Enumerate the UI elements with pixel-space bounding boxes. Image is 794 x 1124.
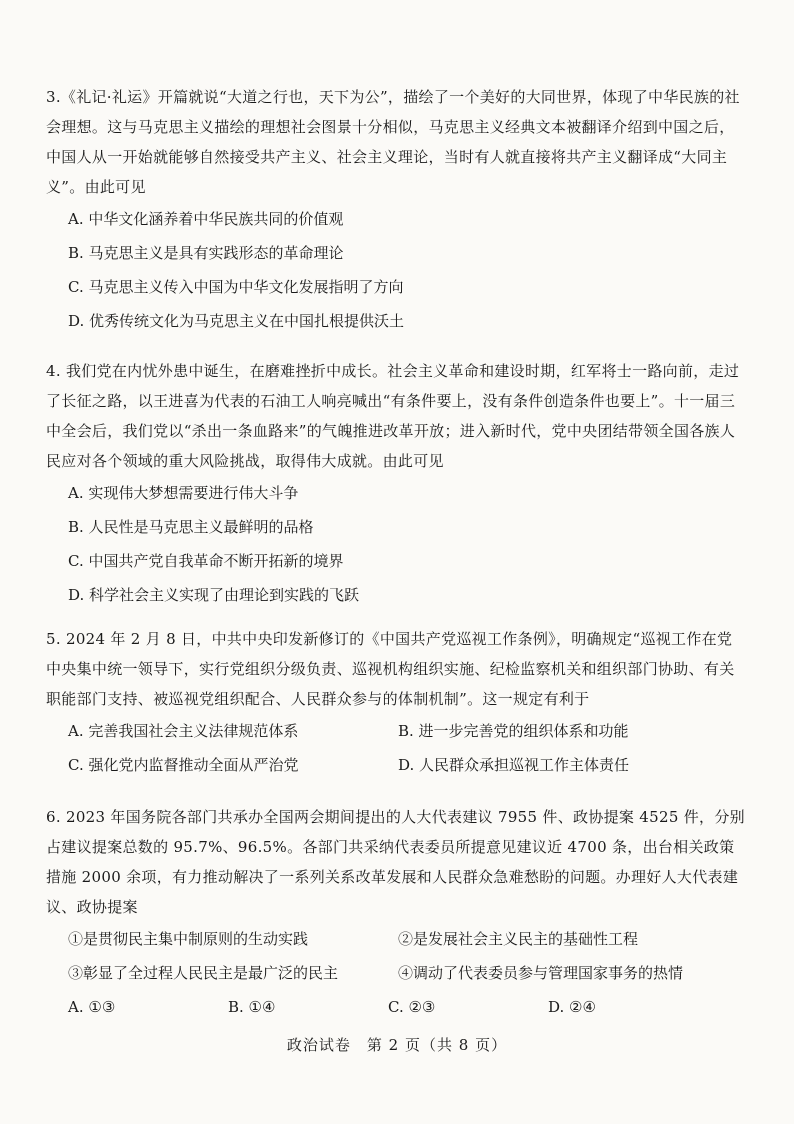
question-6-choice-c: C. ②③ — [388, 998, 436, 1016]
question-4-stem: 4. 我们党在内忧外患中诞生，在磨难挫折中成长。社会主义革命和建设时期，红军将士一路向前，走过了长征之路，以王进喜为代表的石油工人响亮喊出“有条件要上，没有条件创造条件也要上”。十一届三中全会后，我们党以“杀出一条血路来”的气魄推进改革开放；进入新时代，党中央团结带领全国各族人民应对各个领域的重大风险挑战，取得伟大成就。由此可见 — [46, 362, 740, 470]
question-5-option-d: D. 人民群众承担巡视工作主体责任 — [398, 756, 630, 774]
question-6-choice-b: B. ①④ — [228, 998, 276, 1016]
question-4-option-d: D. 科学社会主义实现了由理论到实践的飞跃 — [68, 586, 360, 604]
question-6-statement-2: ②是发展社会主义民主的基础性工程 — [398, 930, 639, 948]
question-5-option-a: A. 完善我国社会主义法律规范体系 — [68, 722, 299, 740]
question-5-stem: 5. 2024 年 2 月 8 日，中共中央印发新修订的《中国共产党巡视工作条例》，明确规定“巡视工作在党中央集中统一领导下，实行党组织分级负责、巡视机构组织实施、纪检监察机关和组织部门协助、有关职能部门支持、被巡视党组织配合、人民群众参与的体制机制”。这一规定有利于 — [46, 630, 735, 708]
question-5-options-row-2 — [68, 748, 746, 782]
question-4-option-a: A. 实现伟大梦想需要进行伟大斗争 — [68, 484, 299, 502]
question-4-option-b: B. 人民性是马克思主义最鲜明的品格 — [68, 518, 314, 536]
question-6-statement-3: ③彰显了全过程人民民主是最广泛的民主 — [68, 964, 339, 982]
question-3-option-d: D. 优秀传统文化为马克思主义在中国扎根提供沃土 — [68, 312, 405, 330]
question-3 — [46, 82, 746, 338]
question-3-option-b: B. 马克思主义是具有实践形态的革命理论 — [68, 244, 344, 262]
question-3-option-a: A. 中华文化涵养着中华民族共同的价值观 — [68, 210, 344, 228]
question-6-statement-4: ④调动了代表委员参与管理国家事务的热情 — [398, 964, 684, 982]
question-6-choice-a: A. ①③ — [68, 998, 116, 1016]
question-4 — [46, 356, 746, 612]
question-6 — [46, 802, 746, 1024]
question-6-statements-row-1 — [68, 922, 746, 956]
question-5 — [46, 624, 746, 782]
question-3-stem: 3.《礼记·礼运》开篇就说“大道之行也，天下为公”，描绘了一个美好的大同世界，体现了中华民族的社会理想。这与马克思主义描绘的理想社会图景十分相似，马克思主义经典文本被翻译介绍到中国之后，中国人从一开始就能够自然接受共产主义、社会主义理论，当时有人就直接将共产主义翻译成“大同主义”。由此可见 — [46, 88, 740, 196]
page-footer: 政治试卷 第 2 页（共 8 页） — [286, 1036, 508, 1054]
question-6-statements-row-2 — [68, 956, 746, 990]
question-6-choices-row — [68, 990, 746, 1024]
question-5-option-c: C. 强化党内监督推动全面从严治党 — [68, 756, 299, 774]
question-5-options-row-1 — [68, 714, 746, 748]
question-6-stem: 6. 2023 年国务院各部门共承办全国两会期间提出的人大代表建议 7955 件、政协提案 4525 件，分别占建议提案总数的 95.7%、96.5%。各部门共采纳代表委员所提意见建议近 4700 条，出台相关政策措施 2000 余项，有力推动解决了一系列关系改革发展和人民群众急难愁盼的问题。办理好人大代表建议、政协提案 — [46, 808, 745, 916]
question-6-statement-1: ①是贯彻民主集中制原则的生动实践 — [68, 930, 309, 948]
question-5-option-b: B. 进一步完善党的组织体系和功能 — [398, 722, 629, 740]
question-3-option-c: C. 马克思主义传入中国为中华文化发展指明了方向 — [68, 278, 404, 296]
question-6-choice-d: D. ②④ — [548, 998, 596, 1016]
question-4-option-c: C. 中国共产党自我革命不断开拓新的境界 — [68, 552, 344, 570]
